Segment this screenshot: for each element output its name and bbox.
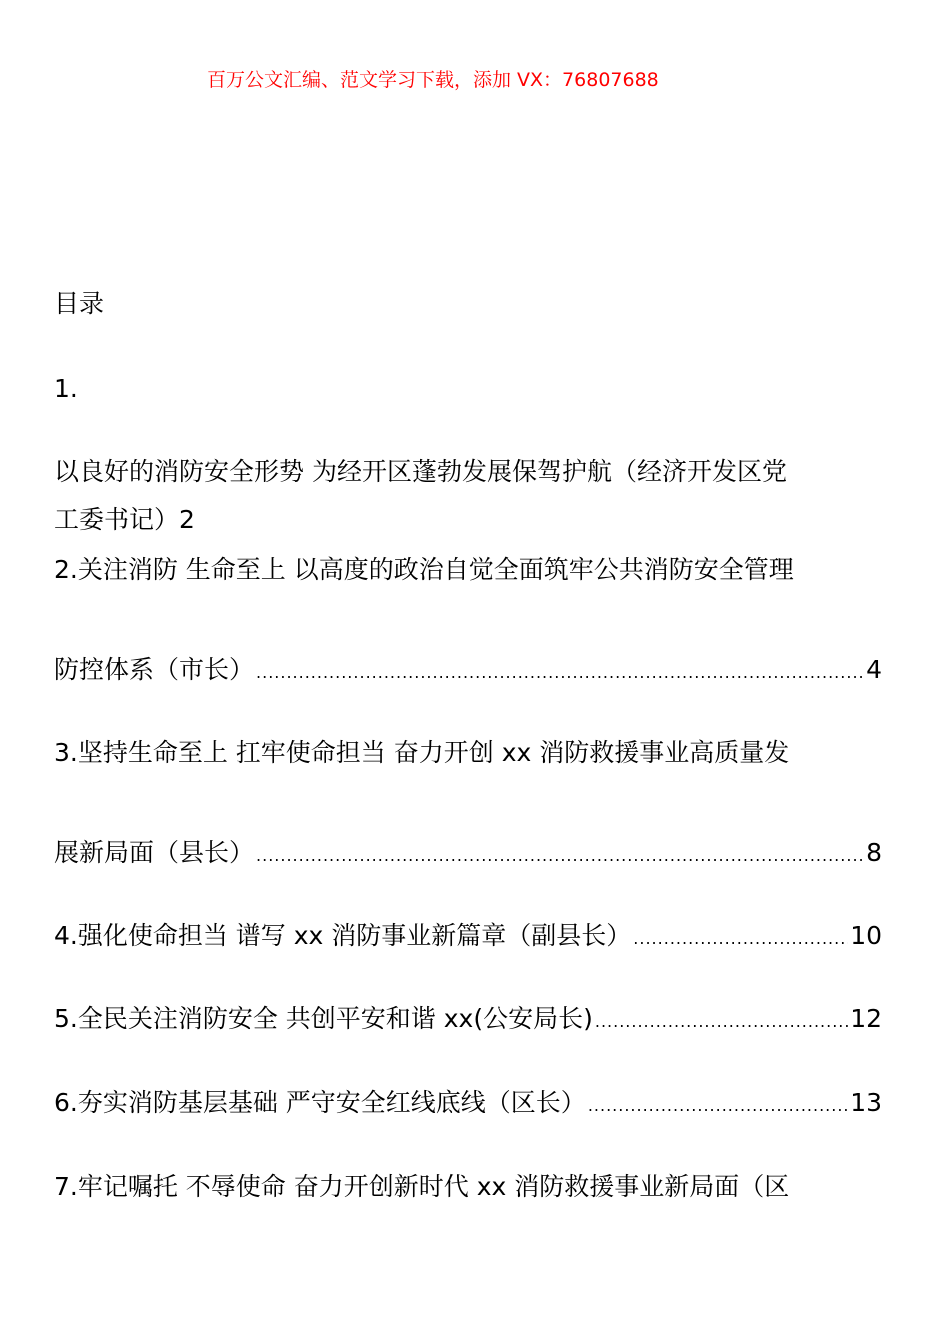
toc-entry-5-row[interactable] bbox=[54, 1001, 882, 1040]
toc-entry-4-page: 10 bbox=[850, 921, 882, 950]
toc-entry-2-line2: 防控体系（市长） bbox=[54, 655, 255, 684]
toc-title: 目录 bbox=[54, 289, 105, 318]
toc-entry-2-page: 4 bbox=[866, 655, 882, 684]
toc-entry-3-row[interactable] bbox=[54, 835, 882, 874]
header-watermark-note: 百万公文汇编、范文学习下载，添加 VX：76807688 bbox=[207, 69, 659, 91]
toc-entry-1-line1[interactable]: 以良好的消防安全形势 为经开区蓬勃发展保驾护航（经济开发区党 bbox=[54, 457, 787, 486]
dot-leader bbox=[633, 921, 848, 957]
toc-entry-4-line1: 4.强化使命担当 谱写 xx 消防事业新篇章（副县长） bbox=[54, 921, 632, 950]
dot-leader bbox=[588, 1088, 848, 1124]
toc-entry-5-line1: 5.全民关注消防安全 共创平安和谐 xx(公安局长) bbox=[54, 1004, 593, 1033]
toc-entry-1-number: 1. bbox=[54, 374, 78, 403]
dot-leader bbox=[595, 1004, 848, 1040]
toc-entry-2-line1[interactable]: 2.关注消防 生命至上 以高度的政治自觉全面筑牢公共消防安全管理 bbox=[54, 555, 794, 584]
toc-entry-4-row[interactable] bbox=[54, 918, 882, 957]
toc-entry-3-page: 8 bbox=[866, 838, 882, 867]
toc-entry-3-line2: 展新局面（县长） bbox=[54, 838, 255, 867]
toc-entry-5-page: 12 bbox=[850, 1004, 882, 1033]
toc-entry-2-row[interactable] bbox=[54, 652, 882, 691]
toc-entry-6-page: 13 bbox=[850, 1088, 882, 1117]
toc-entry-3-line1[interactable]: 3.坚持生命至上 扛牢使命担当 奋力开创 xx 消防救援事业高质量发 bbox=[54, 738, 790, 767]
toc-entry-7-line1[interactable]: 7.牢记嘱托 不辱使命 奋力开创新时代 xx 消防救援事业新局面（区 bbox=[54, 1172, 790, 1201]
toc-entry-6-row[interactable] bbox=[54, 1085, 882, 1124]
dot-leader bbox=[256, 655, 864, 691]
dot-leader bbox=[256, 838, 864, 874]
toc-entry-6-line1: 6.夯实消防基层基础 严守安全红线底线（区长） bbox=[54, 1088, 586, 1117]
toc-entry-1-line2[interactable]: 工委书记）2 bbox=[54, 505, 195, 534]
